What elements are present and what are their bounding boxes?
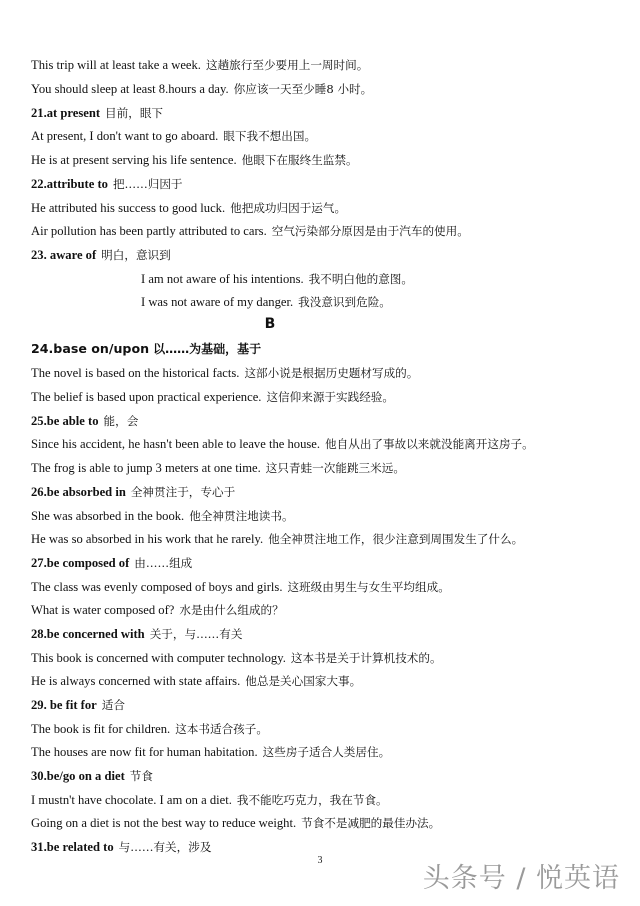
sentence-english: He attributed his success to good luck. — [31, 201, 226, 215]
example-sentence — [141, 294, 391, 310]
example-sentence — [31, 436, 534, 452]
sentence-chinese: 眼下我不想出国。 — [223, 129, 317, 143]
sentence-chinese: 我不明白他的意图。 — [308, 272, 413, 286]
sentence-chinese: 这只青蛙一次能跳三米远。 — [265, 461, 405, 475]
example-sentence — [31, 531, 523, 547]
sentence-english: What is water composed of? — [31, 603, 175, 617]
phrase-heading — [31, 555, 192, 571]
phrase-meaning: 节食 — [129, 769, 153, 783]
phrase-term: 26.be absorbed in — [31, 485, 126, 499]
phrase-meaning: 把……归因于 — [112, 177, 183, 191]
sentence-english: He was so absorbed in his work that he rarely. — [31, 532, 264, 546]
sentence-chinese: 他眼下在服终生监禁。 — [241, 153, 358, 167]
sentence-english: You should sleep at least 8.hours a day. — [31, 82, 229, 96]
sentence-english: The book is fit for children. — [31, 722, 171, 736]
example-sentence — [31, 152, 358, 168]
phrase-heading — [31, 697, 125, 713]
phrase-heading — [31, 484, 235, 500]
sentence-english: He is at present serving his life sentence. — [31, 153, 237, 167]
sentence-chinese: 他全神贯注地工作，很少注意到周围发生了什么。 — [268, 532, 524, 546]
phrase-term: 24.base on/upon — [31, 341, 150, 356]
phrase-term: 21.at present — [31, 106, 101, 120]
phrase-term: 28.be concerned with — [31, 627, 145, 641]
phrase-term: 27.be composed of — [31, 556, 130, 570]
phrase-meaning: 明白，意识到 — [101, 248, 171, 262]
sentence-english: She was absorbed in the book. — [31, 509, 185, 523]
phrase-heading — [31, 105, 163, 121]
example-sentence — [31, 508, 294, 524]
phrase-heading — [31, 839, 211, 855]
phrase-heading — [31, 626, 242, 642]
phrase-meaning: 由……组成 — [134, 556, 193, 570]
sentence-chinese: 他把成功归因于运气。 — [230, 201, 347, 215]
example-sentence — [31, 81, 372, 97]
sentence-english: The belief is based upon practical experience. — [31, 390, 262, 404]
sentence-chinese: 他总是关心国家大事。 — [245, 674, 362, 688]
phrase-term: 30.be/go on a diet — [31, 769, 125, 783]
sentence-english: I am not aware of his intentions. — [141, 272, 304, 286]
example-sentence — [31, 673, 361, 689]
sentence-english: I was not aware of my danger. — [141, 295, 294, 309]
sentence-english: He is always concerned with state affairs. — [31, 674, 241, 688]
phrase-meaning: 能，会 — [103, 414, 139, 428]
example-sentence — [31, 815, 440, 831]
phrase-term: 23. aware of — [31, 248, 97, 262]
sentence-chinese: 这信仰来源于实践经验。 — [266, 390, 394, 404]
example-sentence — [31, 389, 394, 405]
page-number: 3 — [317, 855, 323, 866]
sentence-chinese: 这本书适合孩子。 — [175, 722, 268, 736]
sentence-english: Air pollution has been partly attributed to cars. — [31, 224, 267, 238]
example-sentence — [31, 57, 368, 73]
phrase-meaning: 以……为基础，基于 — [153, 342, 262, 356]
phrase-heading — [31, 176, 183, 192]
phrase-meaning: 目前，眼下 — [105, 106, 164, 120]
sentence-english: Going on a diet is not the best way to reduce weight. — [31, 816, 297, 830]
example-sentence — [31, 579, 450, 595]
example-sentence — [141, 271, 413, 287]
sentence-english: At present, I don't want to go aboard. — [31, 129, 219, 143]
sentence-chinese: 这班级由男生与女生平均组成。 — [287, 580, 450, 594]
sentence-chinese: 这本书是关于计算机技术的。 — [290, 651, 442, 665]
phrase-meaning: 适合 — [101, 698, 125, 712]
sentence-english: The houses are now fit for human habitation. — [31, 745, 258, 759]
phrase-term: 29. be fit for — [31, 698, 97, 712]
sentence-english: I mustn't have chocolate. I am on a diet. — [31, 793, 232, 807]
sentence-chinese: 你应该一天至少睡8 小时。 — [233, 82, 373, 96]
sentence-english: The novel is based on the historical facts. — [31, 366, 240, 380]
sentence-chinese: 这趟旅行至少要用上一周时间。 — [205, 58, 369, 72]
example-sentence — [31, 744, 390, 760]
sentence-chinese: 我不能吃巧克力，我在节食。 — [236, 793, 388, 807]
phrase-heading — [31, 768, 153, 784]
sentence-chinese: 这部小说是根据历史题材写成的。 — [244, 366, 419, 380]
sentence-chinese: 我没意识到危险。 — [298, 295, 391, 309]
example-sentence — [31, 128, 316, 144]
phrase-meaning: 与……有关，涉及 — [118, 840, 212, 854]
watermark: 头条号 / 悦英语 — [422, 863, 620, 894]
sentence-english: This book is concerned with computer technology. — [31, 651, 286, 665]
example-sentence — [31, 721, 268, 737]
phrase-term: 22.attribute to — [31, 177, 108, 191]
sentence-chinese: 水是由什么组成的？ — [179, 603, 284, 617]
phrase-term: 31.be related to — [31, 840, 114, 854]
section-letter: B — [264, 316, 276, 332]
sentence-chinese: 他自从出了事故以来就没能离开这房子。 — [325, 437, 534, 451]
example-sentence — [31, 460, 405, 476]
phrase-heading — [31, 247, 171, 263]
phrase-heading — [31, 341, 261, 357]
sentence-english: This trip will at least take a week. — [31, 58, 201, 72]
sentence-chinese: 节食不是减肥的最佳办法。 — [301, 816, 441, 830]
sentence-english: Since his accident, he hasn't been able to leave the house. — [31, 437, 321, 451]
sentence-chinese: 这些房子适合人类居住。 — [262, 745, 391, 759]
example-sentence — [31, 223, 469, 239]
sentence-chinese: 他全神贯注地读书。 — [189, 509, 294, 523]
example-sentence — [31, 792, 388, 808]
phrase-meaning: 关于，与……有关 — [149, 627, 243, 641]
sentence-english: The frog is able to jump 3 meters at one time. — [31, 461, 261, 475]
phrase-term: 25.be able to — [31, 414, 99, 428]
example-sentence — [31, 650, 442, 666]
example-sentence — [31, 200, 346, 216]
phrase-meaning: 全神贯注于，专心于 — [130, 485, 236, 499]
example-sentence — [31, 365, 418, 381]
example-sentence — [31, 602, 284, 618]
sentence-chinese: 空气污染部分原因是由于汽车的使用。 — [271, 224, 469, 238]
sentence-english: The class was evenly composed of boys and girls. — [31, 580, 283, 594]
phrase-heading — [31, 413, 138, 429]
